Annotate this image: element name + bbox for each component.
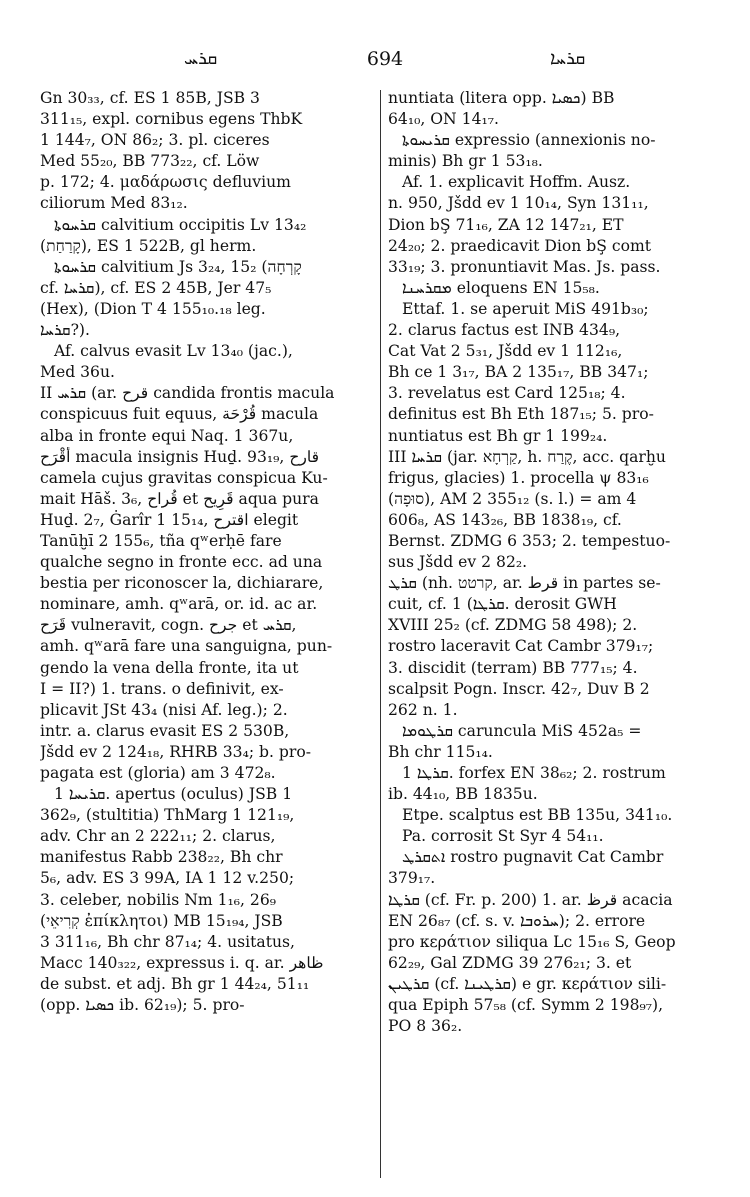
text-line: 33₁₉; 3. pronuntiavit Mas. Js. pass.	[388, 257, 661, 276]
text-line: 379₁₇.	[388, 869, 436, 888]
text-line: pro κεράτιον siliqua Lc 15₁₆ S, Geop	[388, 932, 676, 951]
text-line: Huḏ. 2₇, Ġarîr 1 15₁₄, اقترح elegit	[40, 510, 299, 529]
text-line: (סוּפָה), AM 2 355₁₂ (s. l.) = am 4	[388, 489, 637, 508]
text-line: 24₂₀; 2. praedicavit Dion bŞ comt	[388, 236, 652, 255]
text-line: cuit, cf. ܩܪܛܐ) 1. derosit GWH	[388, 595, 617, 614]
text-line: ܩܪܛܘܡܐ caruncula MiS 452a₅ =	[402, 721, 642, 740]
text-line: Med 55₂₀, BB 773₂₂, cf. Löw	[40, 152, 260, 171]
text-line: 62₂₉, Gal ZDMG 39 276₂₁; 3. et	[388, 953, 632, 972]
text-line: ܩܪܛ (nh. קרטט, ar. قرط in partes se-	[388, 574, 661, 593]
text-line: frigus, glacies) 1. procella ψ 83₁₆	[388, 468, 649, 487]
left-column	[40, 88, 372, 1016]
text-line: III ܩܪܚܐ (jar. קַרְחָא, h. קֶרַח, acc. qarḫu	[388, 447, 666, 466]
text-line: alba in fronte equi Naq. 1 367u,	[40, 426, 294, 445]
text-line: adv. Chr an 2 222₁₁; 2. clarus,	[40, 827, 276, 846]
text-line: 3 311₁₆, Bh chr 87₁₄; 4. usitatus,	[40, 932, 295, 951]
text-line: 362₉, (stultitia) ThMarg 1 121₁₉,	[40, 806, 295, 825]
text-line: cf. ܩܪܚܐ), cf. ES 2 45B, Jer 47₅	[40, 278, 272, 297]
page-number: 694	[366, 48, 404, 70]
text-line: XVIII 25₂ (cf. ZDMG 58 498); 2.	[388, 616, 638, 635]
text-line: (opp. ܟܣܝܐ ib. 62₁₉); 5. pro-	[40, 996, 245, 1015]
text-line: 606₈, AS 143₂₆, BB 1838₁₉, cf.	[388, 510, 622, 529]
text-line: 3. celeber, nobilis Nm 1₁₆, 26₉	[40, 890, 277, 909]
text-line: nuntiata (litera opp. ܟܣܝܐ) BB	[388, 89, 615, 107]
text-line: ܩܪܛܐ (cf. Fr. p. 200) 1. ar. قرظ acacia	[388, 890, 673, 909]
text-line: scalpsit Pogn. Inscr. 42₇, Duv B 2	[388, 679, 650, 698]
text-line: ܡܩܪܚܢܐ eloquens EN 15₅₈.	[402, 278, 600, 297]
right-catchword: ܩܪܚܐ	[550, 48, 586, 69]
text-line: de subst. et adj. Bh gr 1 44₂₄, 51₁₁	[40, 974, 310, 993]
text-line: definitus est Bh Eth 187₁₅; 5. pro-	[388, 405, 654, 424]
text-line: I = II?) 1. trans. o definivit, ex-	[40, 679, 284, 698]
text-line: nominare, amh. qʷarā, or. id. ac ar.	[40, 595, 318, 614]
text-line: Pa. corrosit St Syr 4 54₁₁.	[402, 827, 604, 846]
text-line: ܩܪܝܚܐ 1. apertus (oculus) JSB 1	[54, 785, 293, 804]
text-line: p. 172; 4. μαδάρωσις defluvium	[40, 173, 291, 192]
text-line: ܩܪܛܐ 1. forfex EN 38₆₂; 2. rostrum	[402, 764, 666, 782]
text-line: ܩܪܝܚܘܬܐ expressio (annexionis no-	[402, 131, 656, 150]
text-line: أَقْرَح macula insignis Huḏ. 93₁₉, قارح	[40, 447, 320, 466]
text-line: sus Jšdd ev 2 82₂.	[388, 553, 528, 572]
text-line: gendo la vena della fronte, ita ut	[40, 658, 299, 677]
text-line: Gn 30₃₃, cf. ES 1 85B, JSB 3	[40, 89, 260, 107]
text-line: Tanūḫī 2 155₆, tña qʷerḥē fare	[40, 531, 282, 550]
text-line: PO 8 36₂.	[388, 1017, 463, 1036]
text-line: Bh ce 1 3₁₇, BA 2 135₁₇, BB 347₁;	[388, 363, 649, 382]
text-line: (קָרַחַת), ES 1 522B, gl herm.	[40, 236, 257, 255]
text-line: qualche segno in fronte ecc. ad una	[40, 553, 323, 572]
text-line: conspicuus fuit equus, قُرْحَة macula	[40, 405, 319, 424]
text-line: mait Hāš. 3₆, قُراح et قَرِيح aqua pura	[40, 489, 319, 508]
text-line: ܐܬܩܪܛ rostro pugnavit Cat Cambr	[402, 848, 664, 867]
text-line: 5₆, adv. ES 3 99A, IA 1 12 v.250;	[40, 869, 295, 888]
text-line: II ܩܪܚ (ar. قرح candida frontis macula	[40, 384, 335, 403]
text-line: Cat Vat 2 5₃₁, Jšdd ev 1 112₁₆,	[388, 342, 623, 361]
text-line: bestia per riconoscer la, dichiarare,	[40, 574, 324, 593]
text-line: 2. clarus factus est INB 434₉,	[388, 321, 621, 340]
text-line: 311₁₅, expl. cornibus egens ThbK	[40, 110, 303, 129]
text-line: Med 36u.	[40, 363, 115, 382]
text-line: minis) Bh gr 1 53₁₈.	[388, 152, 543, 171]
text-line: rostro laceravit Cat Cambr 379₁₇;	[388, 637, 654, 656]
text-line: ib. 44₁₀, BB 1835u.	[388, 785, 538, 804]
text-line: ܩܪܛܝܢ (cf. ܩܪܛܝܢܐ) e gr. κεράτιον sili-	[388, 974, 667, 993]
left-catchword: ܩܪܚ	[184, 48, 218, 69]
text-line: intr. a. clarus evasit ES 2 530B,	[40, 721, 290, 740]
text-line: 3. revelatus est Card 125₁₈; 4.	[388, 384, 626, 403]
text-line: ܩܪܚܘܬܐ calvitium Js 3₂₄, 15₂ (קָרְחָה	[54, 257, 302, 276]
text-line: camela cujus gravitas conspicua Ku-	[40, 468, 328, 487]
text-line: Af. 1. explicavit Hoffm. Ausz.	[402, 173, 631, 192]
text-line: Bernst. ZDMG 6 353; 2. tempestuo-	[388, 531, 671, 550]
text-line: manifestus Rabb 238₂₂, Bh chr	[40, 848, 283, 867]
text-line: 64₁₀, ON 14₁₇.	[388, 110, 499, 129]
text-line: plicavit JSt 43₄ (nisi Af. leg.); 2.	[40, 700, 288, 719]
text-line: ciliorum Med 83₁₂.	[40, 194, 188, 213]
text-line: Af. calvus evasit Lv 13₄₀ (jac.),	[54, 342, 293, 361]
right-column	[388, 88, 724, 1037]
text-line: Ettaf. 1. se aperuit MiS 491b₃₀;	[402, 299, 649, 318]
text-line: 3. discidit (terram) BB 777₁₅; 4.	[388, 658, 638, 677]
text-line: Macc 140₃₂₂, expressus i. q. ar. ظاهر	[40, 953, 324, 972]
text-line: nuntiatus est Bh gr 1 199₂₄.	[388, 426, 608, 445]
page-header	[40, 48, 730, 78]
text-line: EN 26₈₇ (cf. s. v. ܚܪܘܒܐ); 2. errore	[388, 911, 646, 930]
text-line: Jšdd ev 2 124₁₈, RHRB 33₄; b. pro-	[40, 742, 312, 761]
text-line: قَرَح vulneravit, cogn. جرح et ܩܪܚ,	[40, 616, 297, 635]
text-line: n. 950, Jšdd ev 1 10₁₄, Syn 131₁₁,	[388, 194, 649, 213]
text-line: Etpe. scalptus est BB 135u, 341₁₀.	[402, 806, 673, 825]
text-line: ܩܪܚܐ?).	[40, 321, 90, 340]
text-line: Dion bŞ 71₁₆, ZA 12 147₂₁, ET	[388, 215, 624, 234]
text-line: 1 144₇, ON 86₂; 3. pl. ciceres	[40, 131, 270, 150]
text-line: ܩܪܚܘܬܐ calvitium occipitis Lv 13₄₂	[54, 215, 307, 234]
column-divider	[380, 90, 381, 1178]
text-line: 262 n. 1.	[388, 700, 458, 719]
text-line: qua Epiph 57₅₈ (cf. Symm 2 198₉₇),	[388, 996, 664, 1015]
text-line: amh. qʷarā fare una sanguigna, pun-	[40, 637, 333, 656]
text-line: (קְרִיאֵי ἐπίκλητοι) MB 15₁₉₄, JSB	[40, 911, 283, 930]
text-line: (Hex), (Dion T 4 155₁₀.₁₈ leg.	[40, 299, 266, 318]
text-line: pagata est (gloria) am 3 472₈.	[40, 764, 276, 782]
text-line: Bh chr 115₁₄.	[388, 742, 493, 761]
